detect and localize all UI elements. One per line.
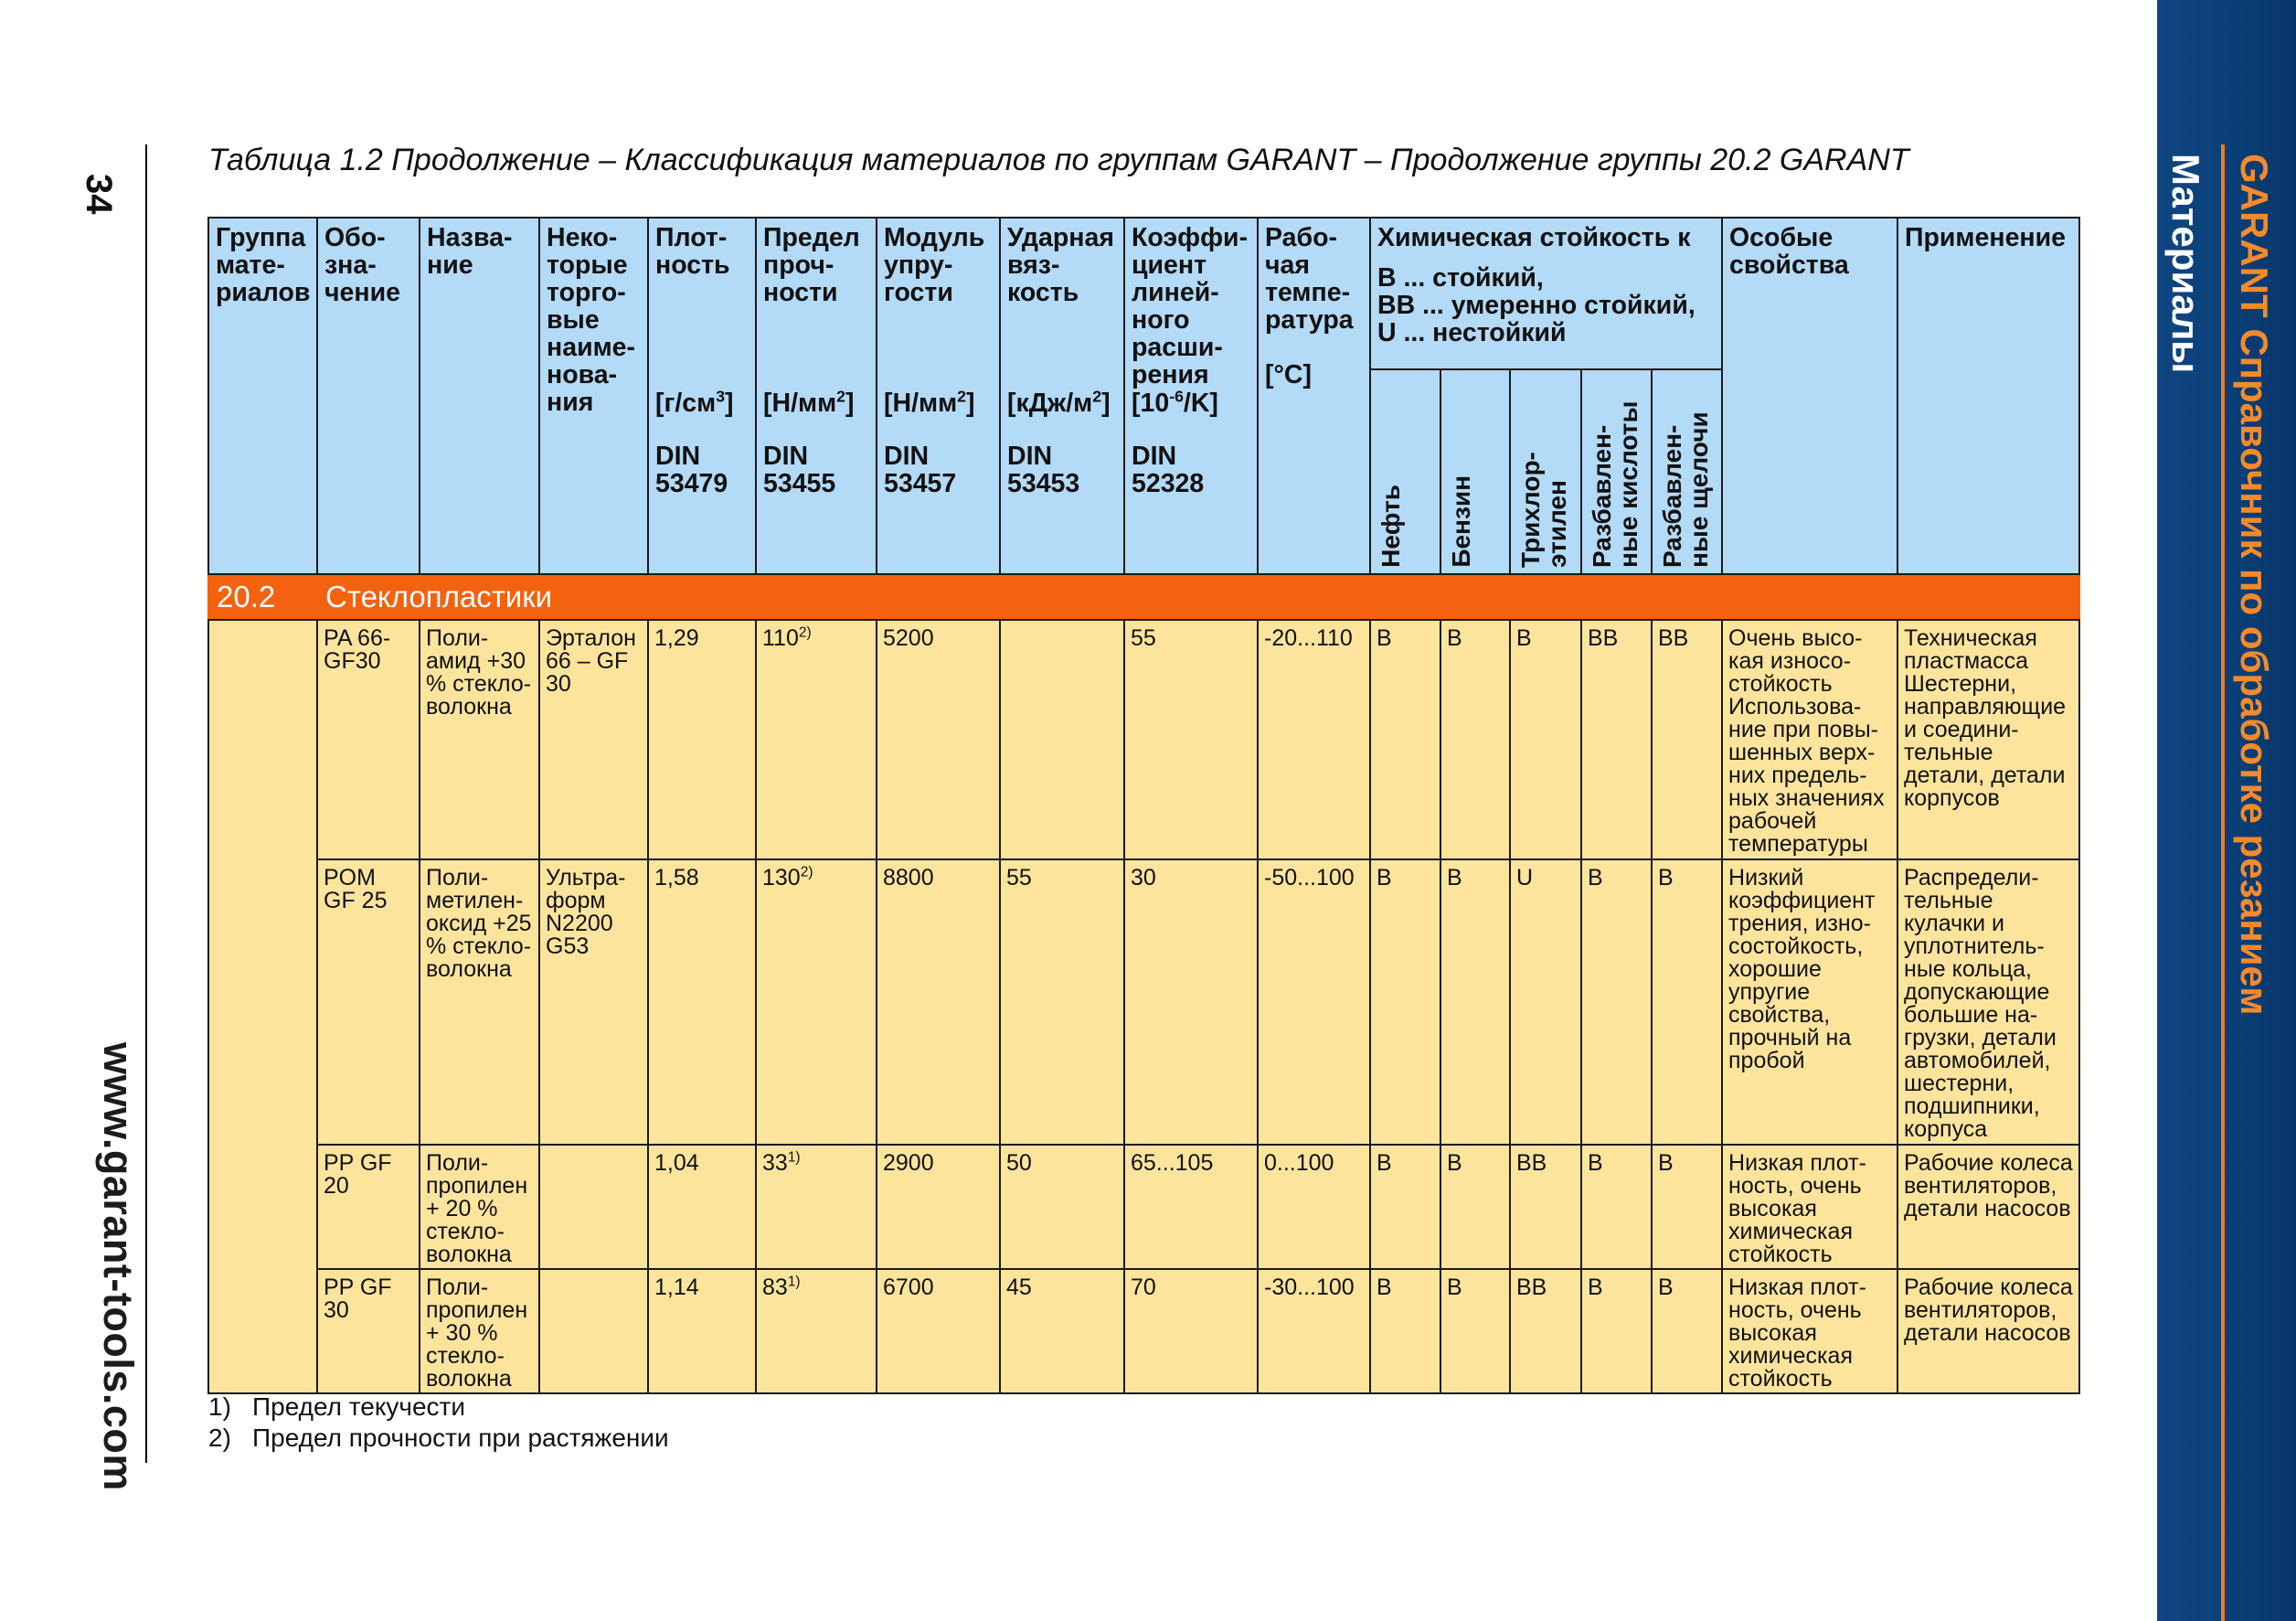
cell-chem-oil: B [1370,1145,1440,1269]
header-density-title: Плот-ность [655,223,730,280]
header-modulus-unit: $[Н/мм^2]$ [884,387,975,418]
cell-designation: PA 66-GF30 [317,620,420,859]
cell-temperature: -30...100 [1258,1269,1370,1393]
header-designation: Обо-зна-чение [317,218,420,574]
cell-strength: 83$^{1)}$ [756,1269,877,1393]
header-strength-title: Предел проч-ности [763,223,860,307]
footnote-ref: 1) [787,1149,801,1166]
cell-chem-alkali: BB [1652,620,1722,859]
header-chem-acids: Разбавлен-ные кислоты [1581,369,1652,574]
cell-expansion: 30 [1124,859,1258,1145]
header-chem-title: Химическая стойкость к [1377,223,1691,252]
side-band-title: GARANT Справочник по обработке резанием [2233,154,2276,1016]
footnotes [208,1392,669,1454]
header-impact-title: Ударная вяз-кость [1007,223,1114,307]
legend-b: B ... стойкий, [1377,263,1544,293]
header-temperature [1258,218,1370,574]
cell-features: Очень высо-кая износо-стойкость Использова-ние при повы-шенных верх-них предель-ных значениях рабочей температуры [1722,620,1897,859]
cell-impact [1000,620,1124,859]
cell-application: Техническая пластмасса Шестерни, направляющие и соедини-тельные детали, детали корпусов [1897,620,2079,859]
cell-name: Поли-пропилен + 20 % стекло-волокна [420,1145,539,1269]
header-density-unit: $[г/см^3]$ [655,387,734,418]
table-row [208,859,2079,1145]
margin-rule [145,144,147,1463]
cell-features: Низкая плот-ность, очень высокая химическая стойкость [1722,1269,1897,1393]
cell-chem-petrol: B [1440,1269,1510,1393]
header-strength-din: DIN 53455 [763,442,836,498]
header-modulus-din: DIN 53457 [884,442,957,498]
table-row [208,1269,2079,1393]
cell-density: 1,29 [648,620,756,859]
cell-chem-trichloroethylene: BB [1510,1269,1581,1393]
cell-trade: Ультра-форм N2200 G53 [539,859,648,1145]
header-chem-resistance [1370,218,1722,369]
group-name: Стеклопластики [317,574,2079,620]
header-density-din: DIN 53479 [655,442,728,498]
footnote-ref: 2) [798,624,812,641]
cell-chem-oil: B [1370,859,1440,1145]
legend-bb: BB ... умеренно стойкий, [1377,291,1695,320]
cell-modulus: 5200 [877,620,1000,859]
materials-table [207,217,2080,1394]
header-expansion-unit: $[10^{-6}/K]$ [1132,387,1218,418]
cell-impact: 50 [1000,1145,1124,1269]
cell-density: 1,14 [648,1269,756,1393]
cell-temperature: -20...110 [1258,620,1370,859]
header-impact-din: DIN 53453 [1007,442,1080,498]
cell-application: Рабочие колеса вентиляторов, детали насосов [1897,1145,2079,1269]
cell-chem-petrol: B [1440,620,1510,859]
header-temperature-unit: [°C] [1265,360,1312,389]
header-chem-alkali: Разбавлен-ные щелочи [1652,369,1722,574]
cell-chem-acids: B [1581,1269,1652,1393]
cell-expansion: 70 [1124,1269,1258,1393]
header-modulus-title: Модуль упру-гости [884,223,985,307]
footnote-2: 2) Предел прочности при растяжении [208,1424,669,1452]
cell-trade [539,1145,648,1269]
cell-chem-acids: B [1581,859,1652,1145]
cell-designation: PP GF 30 [317,1269,420,1393]
cell-density: 1,58 [648,859,756,1145]
cell-chem-petrol: B [1440,1145,1510,1269]
cell-name: Поли-метилен-оксид +25 % стекло-волокна [420,859,539,1145]
table-header [208,218,2079,369]
cell-chem-alkali: B [1652,1269,1722,1393]
header-expansion-title: Коэффи-циент линей-ного расши-рения [1132,223,1249,389]
side-band-section: Материалы [2164,154,2207,374]
cell-chem-trichloroethylene: BB [1510,1145,1581,1269]
header-trade-names: Неко-торые торго-вые наиме-нова-ния [539,218,648,574]
footnote-ref: 1) [787,1274,801,1290]
page-number: 34 [79,174,119,215]
header-expansion [1124,218,1258,574]
header-name: Назва-ние [420,218,539,574]
cell-chem-alkali: B [1652,859,1722,1145]
header-application: Применение [1897,218,2079,574]
cell-chem-oil: B [1370,620,1440,859]
cell-expansion: 65...105 [1124,1145,1258,1269]
table-row [208,620,2079,859]
side-band-rule [2221,144,2225,1621]
header-chem-oil: Нефть [1370,369,1440,574]
cell-features: Низкая плот-ность, очень высокая химическая стойкость [1722,1145,1897,1269]
cell-chem-alkali: B [1652,1145,1722,1269]
header-modulus [877,218,1000,574]
cell-density: 1,04 [648,1145,756,1269]
header-chem-petrol: Бензин [1440,369,1510,574]
cell-impact: 45 [1000,1269,1124,1393]
cell-features: Низкий коэффициент трения, изно-состойкость, хорошие упругие свойства, прочный на пробой [1722,859,1897,1145]
table-row [208,1145,2079,1269]
cell-designation: PP GF 20 [317,1145,420,1269]
cell-modulus: 8800 [877,859,1000,1145]
cell-trade [539,1269,648,1393]
header-impact [1000,218,1124,574]
group-cell [208,620,317,1393]
header-chem-trichloroethylene: Трихлор-этилен [1510,369,1581,574]
cell-chem-trichloroethylene: B [1510,620,1581,859]
header-expansion-din: DIN 52328 [1132,442,1205,498]
cell-expansion: 55 [1124,620,1258,859]
header-density [648,218,756,574]
cell-trade: Эрталон 66 – GF 30 [539,620,648,859]
cell-chem-acids: BB [1581,620,1652,859]
cell-chem-petrol: B [1440,859,1510,1145]
footnote-ref: 2) [800,864,813,880]
cell-strength: 130$^{2)}$ [756,859,877,1145]
header-temperature-title: Рабо-чая темпе-ратура [1265,223,1354,335]
cell-temperature: 0...100 [1258,1145,1370,1269]
table-caption: Таблица 1.2 Продолжение – Классификация материалов по группам GARANT – Продолжение группы 20.2 GARANT [208,143,1909,177]
cell-name: Поли-амид +30 % стекло-волокна [420,620,539,859]
cell-temperature: -50...100 [1258,859,1370,1145]
cell-chem-oil: B [1370,1269,1440,1393]
cell-modulus: 2900 [877,1145,1000,1269]
cell-impact: 55 [1000,859,1124,1145]
header-features: Особые свойства [1722,218,1897,574]
cell-strength: 110$^{2)}$ [756,620,877,859]
cell-strength: 33$^{1)}$ [756,1145,877,1269]
cell-chem-trichloroethylene: U [1510,859,1581,1145]
header-strength [756,218,877,574]
cell-application: Распредели-тельные кулачки и уплотнитель-ные кольца, допускающие большие на-грузки, детали автомобилей, шестерни, подшипники, корпуса [1897,859,2079,1145]
group-row [208,574,2079,620]
header-group: Группа мате-риалов [208,218,317,574]
legend-u: U ... нестойкий [1377,318,1567,347]
cell-chem-acids: B [1581,1145,1652,1269]
cell-name: Поли-пропилен + 30 % стекло-волокна [420,1269,539,1393]
group-code: 20.2 [208,574,317,620]
footnote-1: 1) Предел текучести [208,1392,466,1421]
cell-modulus: 6700 [877,1269,1000,1393]
header-impact-unit: $[кДж/м^2]$ [1007,387,1111,418]
website-url[interactable]: www.garant-tools.com [95,1042,142,1491]
header-strength-unit: $[Н/мм^2]$ [763,387,855,418]
cell-application: Рабочие колеса вентиляторов, детали насосов [1897,1269,2079,1393]
cell-designation: POM GF 25 [317,859,420,1145]
